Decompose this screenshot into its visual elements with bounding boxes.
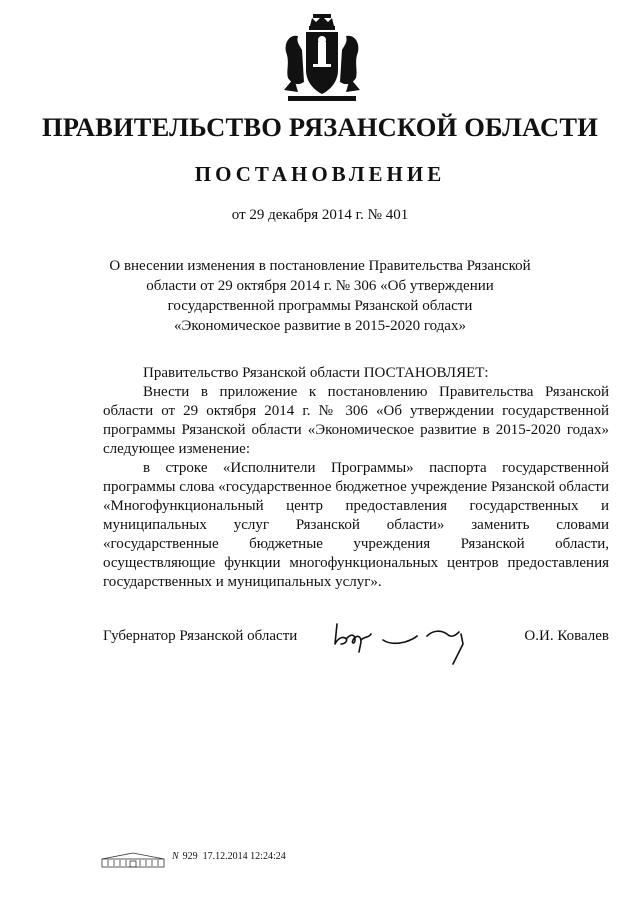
coat-of-arms-icon [280,12,364,104]
registration-number: 929 [182,851,198,862]
document-subject [100,256,540,336]
subject-line: области от 29 октября 2014 г. № 306 «Об утверждении [146,278,494,294]
resolution-intro: Правительство Рязанской области ПОСТАНОВЛЯЕТ: [143,365,489,381]
subject-line: О внесении изменения в постановление Правительства Рязанской [109,258,531,274]
organization-title: ПРАВИТЕЛЬСТВО РЯЗАНСКОЙ ОБЛАСТИ [41,112,599,142]
signature-block [103,628,609,652]
document-body [103,364,609,592]
document-type: ПОСТАНОВЛЕНИЕ [194,162,446,186]
signatory-name: О.И. Ковалев [524,628,609,644]
government-building-stamp-icon [100,850,166,868]
document-date: от 29 декабря 2014 г. № 401 [231,207,409,223]
signatory-title: Губернатор Рязанской области [103,628,298,644]
registration-timestamp: 17.12.2014 12:24:24 [202,851,286,862]
registration-stamp-text [172,851,286,862]
resolution-paragraph: в строке «Исполнители Программы» паспорта государственной программы слова «государственное бюджетное учреждение Рязанской области «Многофункциональный центр предоставления государственных и муниципальных услуг Рязанской области» заменить словами «государственные бюджетные учреждения Рязанской области, осуществляющие функции многофункциональных центров предоставления государственных и муниципальных услуг». [103,460,609,590]
resolution-paragraph: Внести в приложение к постановлению Правительства Рязанской области от 29 октября 2014 г. № 306 «Об утверждении государственной программы Рязанской области «Экономическое развитие в 2015-2020 годах» следующее изменение: [103,384,609,457]
registration-mark: N [172,851,179,862]
handwritten-signature-icon [331,614,481,668]
subject-line: «Экономическое развитие в 2015-2020 годах» [174,318,466,334]
subject-line: государственной программы Рязанской области [167,298,473,314]
